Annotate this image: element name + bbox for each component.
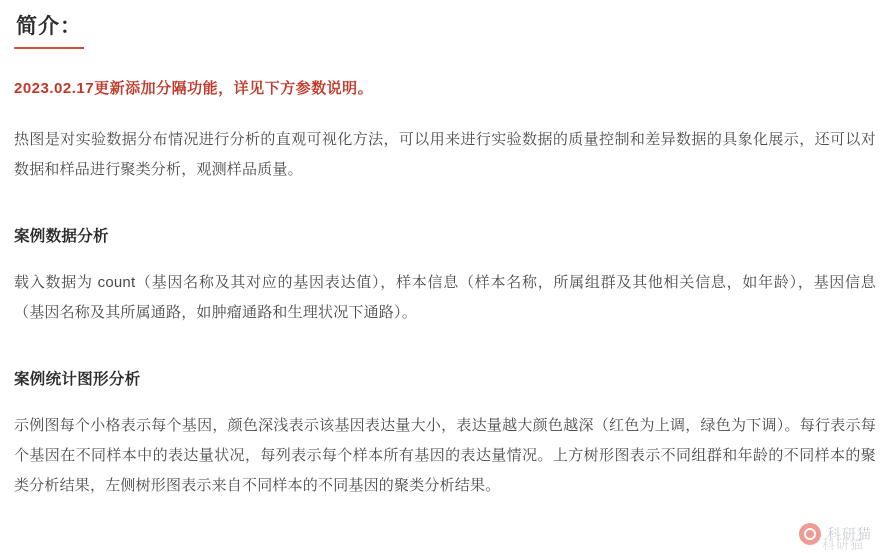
watermark-echo-label: 科研猫 bbox=[821, 537, 864, 552]
case-data-heading: 案例数据分析 bbox=[14, 228, 109, 246]
case-statistics-paragraph: 示例图每个小格表示每个基因，颜色深浅表示该基因表达量大小，表达量越大颜色越深（红色为上调，绿色为下调）。每行表示每个基因在不同样本中的表达量状况，每列表示每个样本所有基因的表达量情况。上方树形图表示不同组群和年龄的不同样本的聚类分析结果，左侧树形图表示来自不同样本的不同基因的聚类分析结果。 bbox=[14, 416, 876, 494]
intro-paragraph: 热图是对实验数据分布情况进行分析的直观可视化方法，可以用来进行实验数据的质量控制和差异数据的具象化展示，还可以对数据和样品进行聚类分析，观测样品质量。 bbox=[14, 131, 876, 179]
case-statistics-heading: 案例统计图形分析 bbox=[14, 370, 141, 388]
watermark bbox=[799, 523, 872, 545]
case-data-paragraph: 载入数据为 count（基因名称及其对应的基因表达值），样本信息（样本名称，所属组群及其他相关信息，如年龄），基因信息（基因名称及其所属通路，如肿瘤通路和生理状况下通路）。 bbox=[14, 273, 876, 321]
section-heading-intro: 简介： bbox=[14, 8, 84, 49]
watermark-logo-icon bbox=[799, 523, 821, 545]
update-notice: 2023.02.17更新添加分隔功能，详见下方参数说明。 bbox=[14, 80, 374, 98]
watermark-label: 科研猫 bbox=[827, 526, 872, 542]
